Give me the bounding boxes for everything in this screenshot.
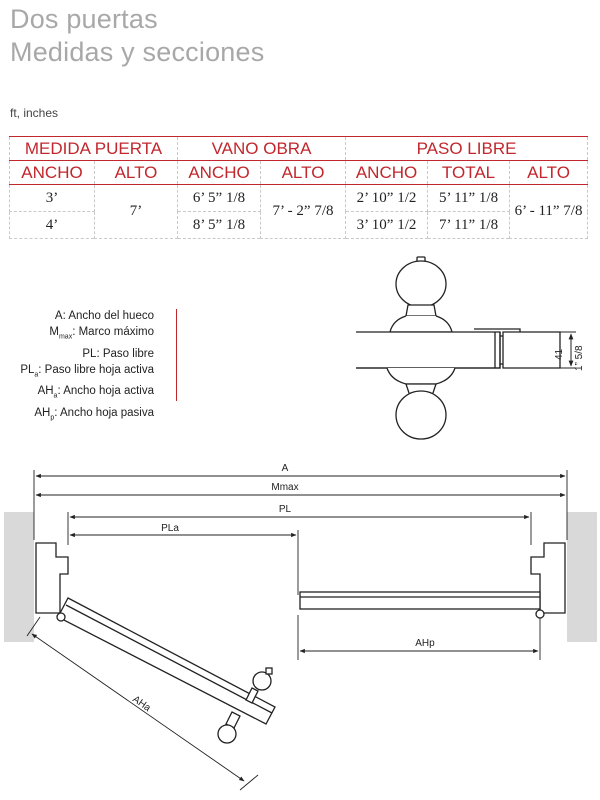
door-edge-section (356, 329, 560, 368)
cell-paso-ancho: 2’ 10” 1/2 (346, 185, 428, 212)
cell-medida-ancho: 3’ (10, 185, 95, 212)
legend-item-a: A: Ancho del hueco (54, 310, 154, 322)
cell-paso-alto: 6’ - 11” 7/8 (510, 185, 588, 239)
lower-knob-icon (387, 368, 455, 439)
left-frame (36, 543, 68, 613)
units-label: ft, inches (10, 106, 59, 120)
section-detail (356, 257, 560, 439)
legend-item-mmax: $M_{max}$: Marco máximo (49, 326, 154, 341)
subheader-medida-ancho: ANCHO (10, 161, 95, 185)
passive-hinge (536, 610, 544, 618)
label-a: A (281, 463, 289, 474)
cell-vano-ancho: 8’ 5” 1/8 (178, 212, 261, 239)
active-leaf (57, 598, 275, 743)
right-wall (567, 512, 597, 642)
cell-paso-ancho: 3’ 10” 1/2 (346, 212, 428, 239)
subheader-paso-alto: ALTO (510, 161, 588, 185)
cell-vano-ancho: 6’ 5” 1/8 (178, 185, 261, 212)
cell-medida-ancho: 4’ (10, 212, 95, 239)
label-pla: PLa (161, 523, 179, 534)
subheader-paso-ancho: ANCHO (346, 161, 428, 185)
cell-paso-total: 7’ 11” 1/8 (428, 212, 510, 239)
cell-paso-total: 5’ 11” 1/8 (428, 185, 510, 212)
group-medida-puerta: MEDIDA PUERTA (10, 137, 178, 161)
label-pl: PL (278, 504, 292, 515)
passive-leaf (300, 592, 544, 618)
label-mmax: Mmax (271, 482, 299, 493)
section-imperial-label: 1” 5/8 (574, 345, 585, 371)
legend-item-aha: $AH_a$: Ancho hoja activa (37, 385, 154, 400)
legend-item-pl: PL: Paso libre (82, 347, 154, 360)
group-vano-obra: VANO OBRA (178, 137, 346, 161)
left-wall (4, 512, 34, 642)
title-line-2: Medidas y secciones (10, 37, 265, 67)
upper-knob-icon (390, 257, 452, 332)
title-line-1: Dos puertas (10, 4, 158, 34)
subheader-vano-ancho: ANCHO (178, 161, 261, 185)
legend-item-ahp: $AH_p$: Ancho hoja pasiva (34, 406, 154, 422)
subheader-medida-alto: ALTO (95, 161, 178, 185)
cell-vano-alto: 7’ - 2” 7/8 (261, 185, 346, 239)
subheader-vano-alto: ALTO (261, 161, 346, 185)
subheader-paso-total: TOTAL (428, 161, 510, 185)
label-aha: AHa (130, 693, 153, 715)
active-hinge (57, 613, 65, 621)
label-ahp: AHp (415, 638, 435, 649)
legend-item-pla: $PL_a$: Paso libre hoja activa (20, 363, 154, 379)
group-paso-libre: PASO LIBRE (346, 137, 588, 161)
section-metric-label: 41 (554, 348, 565, 360)
cell-medida-alto: 7’ (95, 185, 178, 239)
